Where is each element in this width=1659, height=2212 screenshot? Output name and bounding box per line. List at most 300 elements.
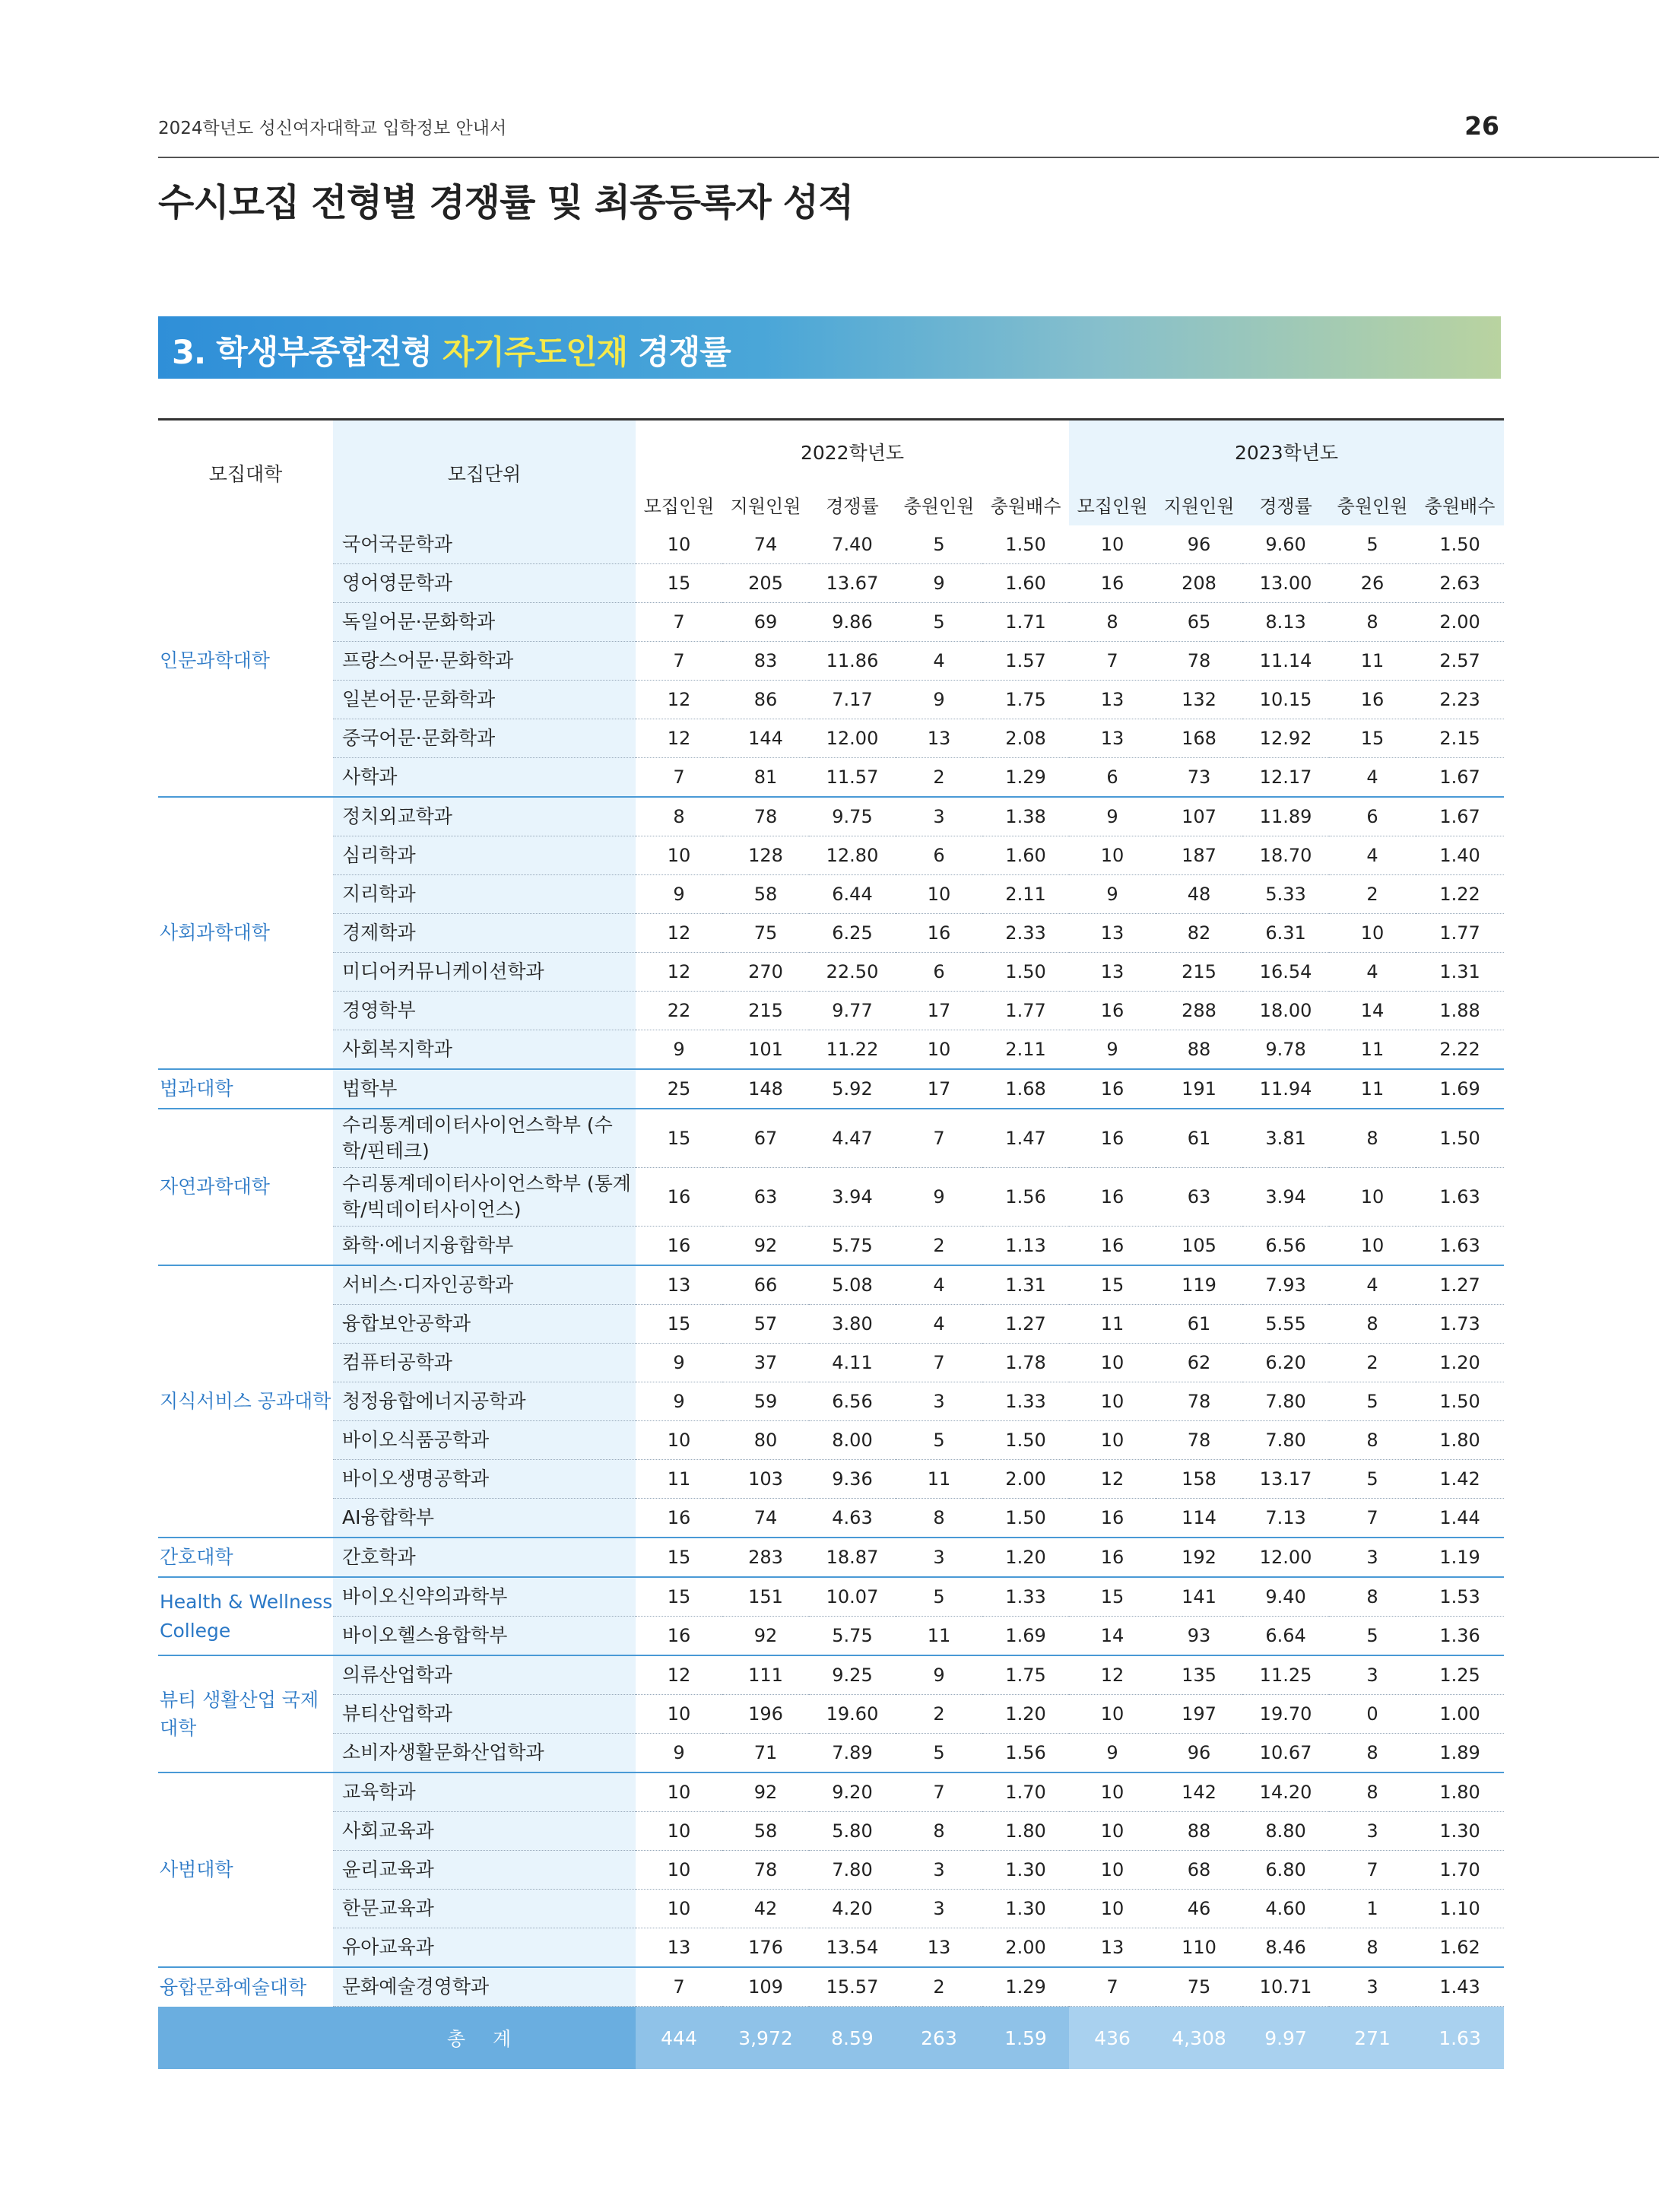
header-year-2023: 2023학년도 <box>1069 420 1504 484</box>
cell-y22-1: 71 <box>722 1734 809 1773</box>
cell-y22-2: 4.63 <box>809 1499 896 1538</box>
cell-y23-1: 208 <box>1156 564 1242 603</box>
cell-y22-3: 9 <box>896 1655 982 1695</box>
cell-y22-4: 1.75 <box>982 681 1069 719</box>
cell-y23-1: 288 <box>1156 992 1242 1030</box>
cell-y22-0: 13 <box>636 1928 722 1968</box>
cell-y23-2: 10.15 <box>1242 681 1329 719</box>
cell-y22-0: 7 <box>636 603 722 642</box>
cell-y22-0: 10 <box>636 1890 722 1928</box>
cell-y22-3: 7 <box>896 1109 982 1168</box>
total-y23-0: 436 <box>1069 2007 1156 2070</box>
table-row <box>158 797 1504 836</box>
cell-y23-2: 6.80 <box>1242 1851 1329 1890</box>
cell-y22-3: 5 <box>896 1577 982 1617</box>
cell-y22-2: 9.36 <box>809 1460 896 1499</box>
cell-y23-1: 107 <box>1156 797 1242 836</box>
table-row <box>158 992 1504 1030</box>
cell-y23-4: 1.50 <box>1416 1382 1504 1421</box>
cell-y22-1: 81 <box>722 758 809 798</box>
cell-y22-0: 16 <box>636 1499 722 1538</box>
cell-y22-2: 5.75 <box>809 1227 896 1266</box>
cell-y23-1: 88 <box>1156 1812 1242 1851</box>
department-name: 정치외교학과 <box>333 797 636 836</box>
department-name: AI융합학부 <box>333 1499 636 1538</box>
cell-y23-2: 7.93 <box>1242 1265 1329 1305</box>
cell-y23-0: 9 <box>1069 797 1156 836</box>
department-name: 서비스·디자인공학과 <box>333 1265 636 1305</box>
cell-y23-4: 2.63 <box>1416 564 1504 603</box>
total-y22-3: 263 <box>896 2007 982 2070</box>
cell-y22-4: 1.68 <box>982 1069 1069 1109</box>
cell-y22-4: 1.13 <box>982 1227 1069 1266</box>
cell-y23-4: 1.77 <box>1416 914 1504 953</box>
cell-y22-2: 5.92 <box>809 1069 896 1109</box>
cell-y23-0: 10 <box>1069 1344 1156 1382</box>
cell-y23-3: 11 <box>1329 1069 1416 1109</box>
department-name: 사회교육과 <box>333 1812 636 1851</box>
cell-y22-2: 11.22 <box>809 1030 896 1070</box>
section-banner <box>158 316 1501 379</box>
cell-y23-0: 16 <box>1069 1168 1156 1227</box>
cell-y22-0: 25 <box>636 1069 722 1109</box>
department-name: 지리학과 <box>333 875 636 914</box>
total-label-spacer <box>158 2007 333 2070</box>
cell-y23-1: 110 <box>1156 1928 1242 1968</box>
cell-y23-1: 96 <box>1156 525 1242 564</box>
cell-y22-0: 16 <box>636 1617 722 1656</box>
cell-y22-3: 4 <box>896 642 982 681</box>
table-row <box>158 642 1504 681</box>
cell-y23-3: 3 <box>1329 1812 1416 1851</box>
cell-y22-4: 1.50 <box>982 1499 1069 1538</box>
cell-y22-4: 2.08 <box>982 719 1069 758</box>
cell-y23-3: 3 <box>1329 1655 1416 1695</box>
cell-y23-2: 9.60 <box>1242 525 1329 564</box>
cell-y22-2: 4.20 <box>809 1890 896 1928</box>
cell-y23-2: 12.17 <box>1242 758 1329 798</box>
cell-y22-2: 8.00 <box>809 1421 896 1460</box>
cell-y22-3: 2 <box>896 1967 982 2007</box>
cell-y22-0: 12 <box>636 719 722 758</box>
total-y22-0: 444 <box>636 2007 722 2070</box>
cell-y23-0: 9 <box>1069 875 1156 914</box>
document-header: 2024학년도 성신여자대학교 입학정보 안내서 <box>158 119 507 138</box>
cell-y22-1: 92 <box>722 1772 809 1812</box>
cell-y23-1: 192 <box>1156 1538 1242 1577</box>
cell-y22-4: 2.00 <box>982 1928 1069 1968</box>
cell-y23-4: 1.53 <box>1416 1577 1504 1617</box>
cell-y22-3: 8 <box>896 1812 982 1851</box>
college-name: 융합문화예술대학 <box>158 1967 333 2007</box>
department-name: 프랑스어문·문화학과 <box>333 642 636 681</box>
cell-y23-3: 3 <box>1329 1967 1416 2007</box>
cell-y22-0: 11 <box>636 1460 722 1499</box>
cell-y23-0: 10 <box>1069 1812 1156 1851</box>
cell-y22-1: 78 <box>722 797 809 836</box>
cell-y22-3: 9 <box>896 564 982 603</box>
total-row <box>158 2007 1504 2070</box>
subheader-2023-1: 지원인원 <box>1156 483 1242 525</box>
cell-y22-0: 9 <box>636 1030 722 1070</box>
cell-y22-0: 10 <box>636 1772 722 1812</box>
cell-y22-1: 92 <box>722 1227 809 1266</box>
cell-y23-0: 7 <box>1069 1967 1156 2007</box>
cell-y22-4: 1.20 <box>982 1538 1069 1577</box>
cell-y22-2: 11.57 <box>809 758 896 798</box>
department-name: 한문교육과 <box>333 1890 636 1928</box>
cell-y23-1: 215 <box>1156 953 1242 992</box>
cell-y22-4: 1.60 <box>982 564 1069 603</box>
department-name: 국어국문학과 <box>333 525 636 564</box>
cell-y23-4: 2.22 <box>1416 1030 1504 1070</box>
cell-y23-3: 8 <box>1329 1421 1416 1460</box>
cell-y22-2: 7.17 <box>809 681 896 719</box>
page-number: 26 <box>1464 111 1499 141</box>
table-row <box>158 1421 1504 1460</box>
cell-y23-3: 8 <box>1329 1734 1416 1773</box>
cell-y23-2: 13.17 <box>1242 1460 1329 1499</box>
cell-y22-4: 1.38 <box>982 797 1069 836</box>
cell-y23-3: 26 <box>1329 564 1416 603</box>
cell-y23-2: 10.67 <box>1242 1734 1329 1773</box>
table-row <box>158 1499 1504 1538</box>
cell-y23-4: 1.40 <box>1416 836 1504 875</box>
cell-y22-2: 10.07 <box>809 1577 896 1617</box>
cell-y23-3: 8 <box>1329 1772 1416 1812</box>
department-name: 윤리교육과 <box>333 1851 636 1890</box>
table-row <box>158 1890 1504 1928</box>
cell-y23-2: 7.13 <box>1242 1499 1329 1538</box>
cell-y22-0: 10 <box>636 1421 722 1460</box>
cell-y22-0: 15 <box>636 1109 722 1168</box>
cell-y23-1: 168 <box>1156 719 1242 758</box>
cell-y22-4: 1.33 <box>982 1577 1069 1617</box>
cell-y23-3: 4 <box>1329 836 1416 875</box>
cell-y22-3: 3 <box>896 1538 982 1577</box>
cell-y22-4: 1.50 <box>982 525 1069 564</box>
cell-y22-3: 3 <box>896 797 982 836</box>
cell-y22-1: 92 <box>722 1617 809 1656</box>
cell-y22-2: 19.60 <box>809 1695 896 1734</box>
cell-y22-2: 9.86 <box>809 603 896 642</box>
cell-y23-0: 12 <box>1069 1460 1156 1499</box>
cell-y22-1: 74 <box>722 1499 809 1538</box>
header-unit: 모집단위 <box>333 420 636 526</box>
table-row <box>158 719 1504 758</box>
cell-y22-3: 17 <box>896 992 982 1030</box>
cell-y22-2: 3.80 <box>809 1305 896 1344</box>
cell-y23-1: 63 <box>1156 1168 1242 1227</box>
cell-y22-0: 15 <box>636 1538 722 1577</box>
cell-y23-0: 14 <box>1069 1617 1156 1656</box>
cell-y22-3: 11 <box>896 1460 982 1499</box>
cell-y23-2: 12.92 <box>1242 719 1329 758</box>
total-y23-4: 1.63 <box>1416 2007 1504 2070</box>
cell-y22-4: 1.77 <box>982 992 1069 1030</box>
cell-y23-1: 132 <box>1156 681 1242 719</box>
cell-y23-3: 8 <box>1329 603 1416 642</box>
total-y23-2: 9.97 <box>1242 2007 1329 2070</box>
cell-y22-4: 2.33 <box>982 914 1069 953</box>
cell-y23-3: 11 <box>1329 1030 1416 1070</box>
cell-y23-4: 1.27 <box>1416 1265 1504 1305</box>
cell-y23-3: 5 <box>1329 525 1416 564</box>
table-row <box>158 953 1504 992</box>
cell-y23-3: 7 <box>1329 1499 1416 1538</box>
cell-y23-4: 1.44 <box>1416 1499 1504 1538</box>
table-row <box>158 1344 1504 1382</box>
cell-y22-1: 215 <box>722 992 809 1030</box>
cell-y23-3: 8 <box>1329 1577 1416 1617</box>
department-name: 미디어커뮤니케이션학과 <box>333 953 636 992</box>
cell-y22-1: 270 <box>722 953 809 992</box>
cell-y23-0: 15 <box>1069 1265 1156 1305</box>
cell-y23-2: 19.70 <box>1242 1695 1329 1734</box>
cell-y22-4: 1.33 <box>982 1382 1069 1421</box>
cell-y22-3: 17 <box>896 1069 982 1109</box>
cell-y23-1: 191 <box>1156 1069 1242 1109</box>
cell-y22-3: 6 <box>896 836 982 875</box>
cell-y23-4: 1.42 <box>1416 1460 1504 1499</box>
section-heading <box>172 327 731 373</box>
cell-y22-3: 5 <box>896 603 982 642</box>
cell-y23-1: 114 <box>1156 1499 1242 1538</box>
department-name: 법학부 <box>333 1069 636 1109</box>
cell-y22-2: 9.20 <box>809 1772 896 1812</box>
cell-y22-2: 7.40 <box>809 525 896 564</box>
cell-y23-3: 8 <box>1329 1928 1416 1968</box>
cell-y22-3: 3 <box>896 1851 982 1890</box>
cell-y23-0: 10 <box>1069 1421 1156 1460</box>
cell-y22-3: 9 <box>896 681 982 719</box>
cell-y22-2: 9.75 <box>809 797 896 836</box>
college-name: 인문과학대학 <box>160 649 270 672</box>
department-name: 컴퓨터공학과 <box>333 1344 636 1382</box>
cell-y22-3: 2 <box>896 1695 982 1734</box>
table-row <box>158 836 1504 875</box>
cell-y23-3: 4 <box>1329 1265 1416 1305</box>
cell-y23-4: 1.63 <box>1416 1227 1504 1266</box>
cell-y23-2: 8.13 <box>1242 603 1329 642</box>
cell-y23-0: 10 <box>1069 525 1156 564</box>
cell-y23-1: 78 <box>1156 1421 1242 1460</box>
cell-y23-4: 1.30 <box>1416 1812 1504 1851</box>
cell-y22-0: 10 <box>636 836 722 875</box>
total-y23-1: 4,308 <box>1156 2007 1242 2070</box>
cell-y23-1: 105 <box>1156 1227 1242 1266</box>
cell-y22-0: 10 <box>636 1695 722 1734</box>
department-name: 문화예술경영학과 <box>333 1967 636 2007</box>
department-name: 일본어문·문화학과 <box>333 681 636 719</box>
cell-y23-0: 16 <box>1069 1538 1156 1577</box>
cell-y23-3: 8 <box>1329 1109 1416 1168</box>
cell-y23-1: 48 <box>1156 875 1242 914</box>
cell-y22-3: 3 <box>896 1382 982 1421</box>
cell-y23-3: 6 <box>1329 797 1416 836</box>
cell-y23-3: 2 <box>1329 875 1416 914</box>
college-name: 사범대학 <box>158 1772 333 1967</box>
section-heading-suffix: 경쟁률 <box>627 334 731 372</box>
cell-y22-1: 111 <box>722 1655 809 1695</box>
table-row <box>158 1538 1504 1577</box>
cell-y23-4: 1.80 <box>1416 1772 1504 1812</box>
cell-y22-2: 12.00 <box>809 719 896 758</box>
cell-y23-4: 1.67 <box>1416 758 1504 798</box>
cell-y22-4: 1.80 <box>982 1812 1069 1851</box>
cell-y22-2: 4.47 <box>809 1109 896 1168</box>
department-name: 경영학부 <box>333 992 636 1030</box>
cell-y22-1: 148 <box>722 1069 809 1109</box>
department-name: 소비자생활문화산업학과 <box>333 1734 636 1773</box>
cell-y23-1: 62 <box>1156 1344 1242 1382</box>
cell-y23-4: 1.89 <box>1416 1734 1504 1773</box>
cell-y23-0: 6 <box>1069 758 1156 798</box>
cell-y23-1: 73 <box>1156 758 1242 798</box>
total-y22-2: 8.59 <box>809 2007 896 2070</box>
table-row <box>158 603 1504 642</box>
cell-y23-0: 7 <box>1069 642 1156 681</box>
cell-y23-2: 18.00 <box>1242 992 1329 1030</box>
cell-y23-3: 11 <box>1329 642 1416 681</box>
cell-y23-4: 1.67 <box>1416 797 1504 836</box>
cell-y23-3: 10 <box>1329 914 1416 953</box>
cell-y23-0: 12 <box>1069 1655 1156 1695</box>
cell-y22-3: 7 <box>896 1772 982 1812</box>
college-name: 법과대학 <box>158 1069 333 1109</box>
cell-y23-2: 6.56 <box>1242 1227 1329 1266</box>
college-name: Health & Wellness College <box>158 1577 333 1655</box>
cell-y23-2: 12.00 <box>1242 1538 1329 1577</box>
cell-y23-1: 46 <box>1156 1890 1242 1928</box>
cell-y23-0: 13 <box>1069 1928 1156 1968</box>
cell-y23-3: 5 <box>1329 1382 1416 1421</box>
cell-y22-4: 2.00 <box>982 1460 1069 1499</box>
department-name: 사회복지학과 <box>333 1030 636 1070</box>
cell-y22-2: 9.25 <box>809 1655 896 1695</box>
cell-y22-4: 1.56 <box>982 1734 1069 1773</box>
cell-y23-2: 3.81 <box>1242 1109 1329 1168</box>
cell-y23-3: 16 <box>1329 681 1416 719</box>
department-name: 유아교육과 <box>333 1928 636 1968</box>
cell-y23-4: 1.25 <box>1416 1655 1504 1695</box>
cell-y22-0: 16 <box>636 1227 722 1266</box>
cell-y23-1: 82 <box>1156 914 1242 953</box>
table-row <box>158 1695 1504 1734</box>
cell-y22-2: 22.50 <box>809 953 896 992</box>
department-name: 바이오신약의과학부 <box>333 1577 636 1617</box>
cell-y22-2: 3.94 <box>809 1168 896 1227</box>
cell-y22-1: 57 <box>722 1305 809 1344</box>
cell-y23-0: 16 <box>1069 1499 1156 1538</box>
cell-y22-2: 7.89 <box>809 1734 896 1773</box>
cell-y23-3: 10 <box>1329 1227 1416 1266</box>
cell-y22-4: 1.56 <box>982 1168 1069 1227</box>
cell-y23-4: 1.10 <box>1416 1890 1504 1928</box>
cell-y23-1: 119 <box>1156 1265 1242 1305</box>
table-row <box>158 681 1504 719</box>
cell-y23-1: 68 <box>1156 1851 1242 1890</box>
cell-y23-1: 142 <box>1156 1772 1242 1812</box>
cell-y22-1: 101 <box>722 1030 809 1070</box>
cell-y23-4: 1.73 <box>1416 1305 1504 1344</box>
cell-y23-4: 1.69 <box>1416 1069 1504 1109</box>
cell-y23-0: 16 <box>1069 1109 1156 1168</box>
cell-y23-2: 11.89 <box>1242 797 1329 836</box>
subheader-2022-2: 경쟁률 <box>809 483 896 525</box>
cell-y23-1: 187 <box>1156 836 1242 875</box>
cell-y22-3: 2 <box>896 758 982 798</box>
table-row <box>158 1305 1504 1344</box>
cell-y22-1: 58 <box>722 875 809 914</box>
cell-y23-1: 93 <box>1156 1617 1242 1656</box>
cell-y22-1: 103 <box>722 1460 809 1499</box>
cell-y22-4: 1.57 <box>982 642 1069 681</box>
cell-y22-3: 11 <box>896 1617 982 1656</box>
cell-y23-2: 4.60 <box>1242 1890 1329 1928</box>
cell-y22-3: 13 <box>896 1928 982 1968</box>
cell-y23-0: 13 <box>1069 681 1156 719</box>
cell-y22-2: 5.80 <box>809 1812 896 1851</box>
cell-y22-1: 196 <box>722 1695 809 1734</box>
cell-y23-0: 13 <box>1069 719 1156 758</box>
college-name: 사회과학대학 <box>158 797 333 1069</box>
cell-y22-2: 6.44 <box>809 875 896 914</box>
cell-y22-2: 5.08 <box>809 1265 896 1305</box>
cell-y23-0: 16 <box>1069 1227 1156 1266</box>
cell-y23-2: 18.70 <box>1242 836 1329 875</box>
cell-y23-3: 4 <box>1329 758 1416 798</box>
cell-y22-0: 8 <box>636 797 722 836</box>
cell-y22-2: 6.56 <box>809 1382 896 1421</box>
cell-y22-0: 10 <box>636 1812 722 1851</box>
cell-y22-1: 37 <box>722 1344 809 1382</box>
total-y23-3: 271 <box>1329 2007 1416 2070</box>
cell-y23-2: 16.54 <box>1242 953 1329 992</box>
department-name: 경제학과 <box>333 914 636 953</box>
cell-y22-0: 10 <box>636 1851 722 1890</box>
cell-y22-4: 1.70 <box>982 1772 1069 1812</box>
section-heading-highlight: 자기주도인재 <box>442 334 628 372</box>
cell-y23-1: 197 <box>1156 1695 1242 1734</box>
cell-y23-0: 11 <box>1069 1305 1156 1344</box>
cell-y22-4: 1.50 <box>982 1421 1069 1460</box>
cell-y22-1: 59 <box>722 1382 809 1421</box>
total-y22-1: 3,972 <box>722 2007 809 2070</box>
cell-y23-4: 1.80 <box>1416 1421 1504 1460</box>
cell-y23-2: 8.46 <box>1242 1928 1329 1968</box>
header-year-2022: 2022학년도 <box>636 420 1069 484</box>
cell-y22-4: 1.47 <box>982 1109 1069 1168</box>
cell-y23-4: 1.70 <box>1416 1851 1504 1890</box>
cell-y22-1: 83 <box>722 642 809 681</box>
cell-y23-4: 1.50 <box>1416 525 1504 564</box>
cell-y22-0: 7 <box>636 1967 722 2007</box>
cell-y22-2: 6.25 <box>809 914 896 953</box>
cell-y23-0: 13 <box>1069 914 1156 953</box>
cell-y22-1: 144 <box>722 719 809 758</box>
cell-y22-0: 7 <box>636 642 722 681</box>
cell-y22-4: 1.29 <box>982 1967 1069 2007</box>
cell-y23-3: 3 <box>1329 1538 1416 1577</box>
subheader-2022-3: 충원인원 <box>896 483 982 525</box>
cell-y22-3: 10 <box>896 1030 982 1070</box>
table-row <box>158 1227 1504 1266</box>
cell-y22-1: 63 <box>722 1168 809 1227</box>
cell-y23-4: 2.57 <box>1416 642 1504 681</box>
college-name: 자연과학대학 <box>158 1109 333 1265</box>
cell-y23-2: 11.25 <box>1242 1655 1329 1695</box>
